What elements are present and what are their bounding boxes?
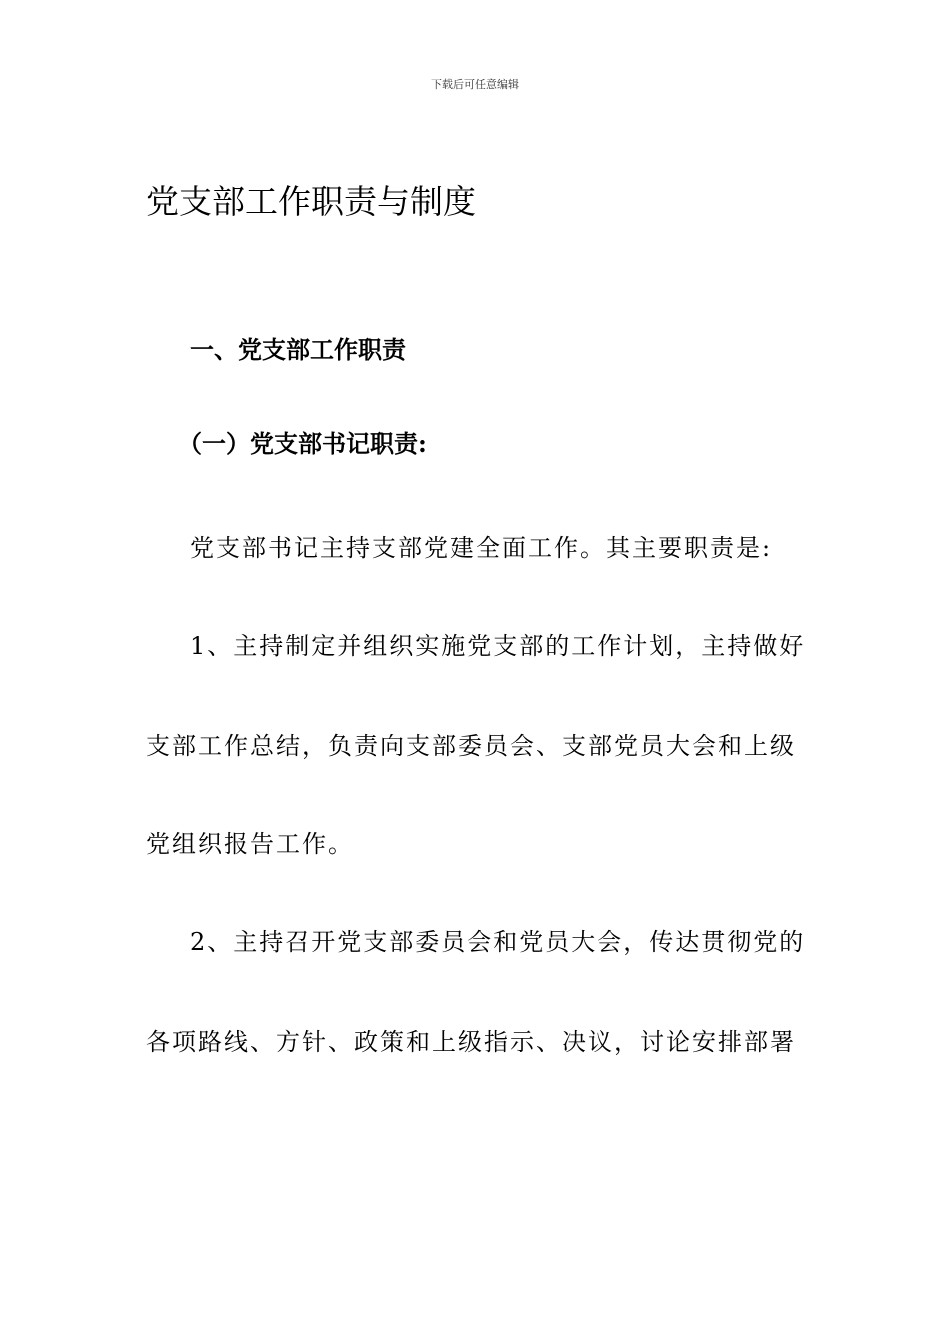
paragraph-line: 党组织报告工作。 <box>146 830 354 858</box>
paragraph-line: 1、主持制定并组织实施党支部的工作计划，主持做好 <box>190 632 806 660</box>
header-note: 下载后可任意编辑 <box>431 78 519 91</box>
paragraph-line: 党支部书记主持支部党建全面工作。其主要职责是: <box>190 534 773 562</box>
paragraph-line: 支部工作总结，负责向支部委员会、支部党员大会和上级 <box>146 732 796 760</box>
paragraph-line: 2、主持召开党支部委员会和党员大会，传达贯彻党的 <box>190 928 806 956</box>
document-title: 党支部工作职责与制度 <box>146 182 476 221</box>
subsection-heading: （一）党支部书记职责: <box>178 429 427 458</box>
paragraph-line: 各项路线、方针、政策和上级指示、决议，讨论安排部署 <box>146 1028 796 1056</box>
section-heading: 一、党支部工作职责 <box>190 336 406 364</box>
